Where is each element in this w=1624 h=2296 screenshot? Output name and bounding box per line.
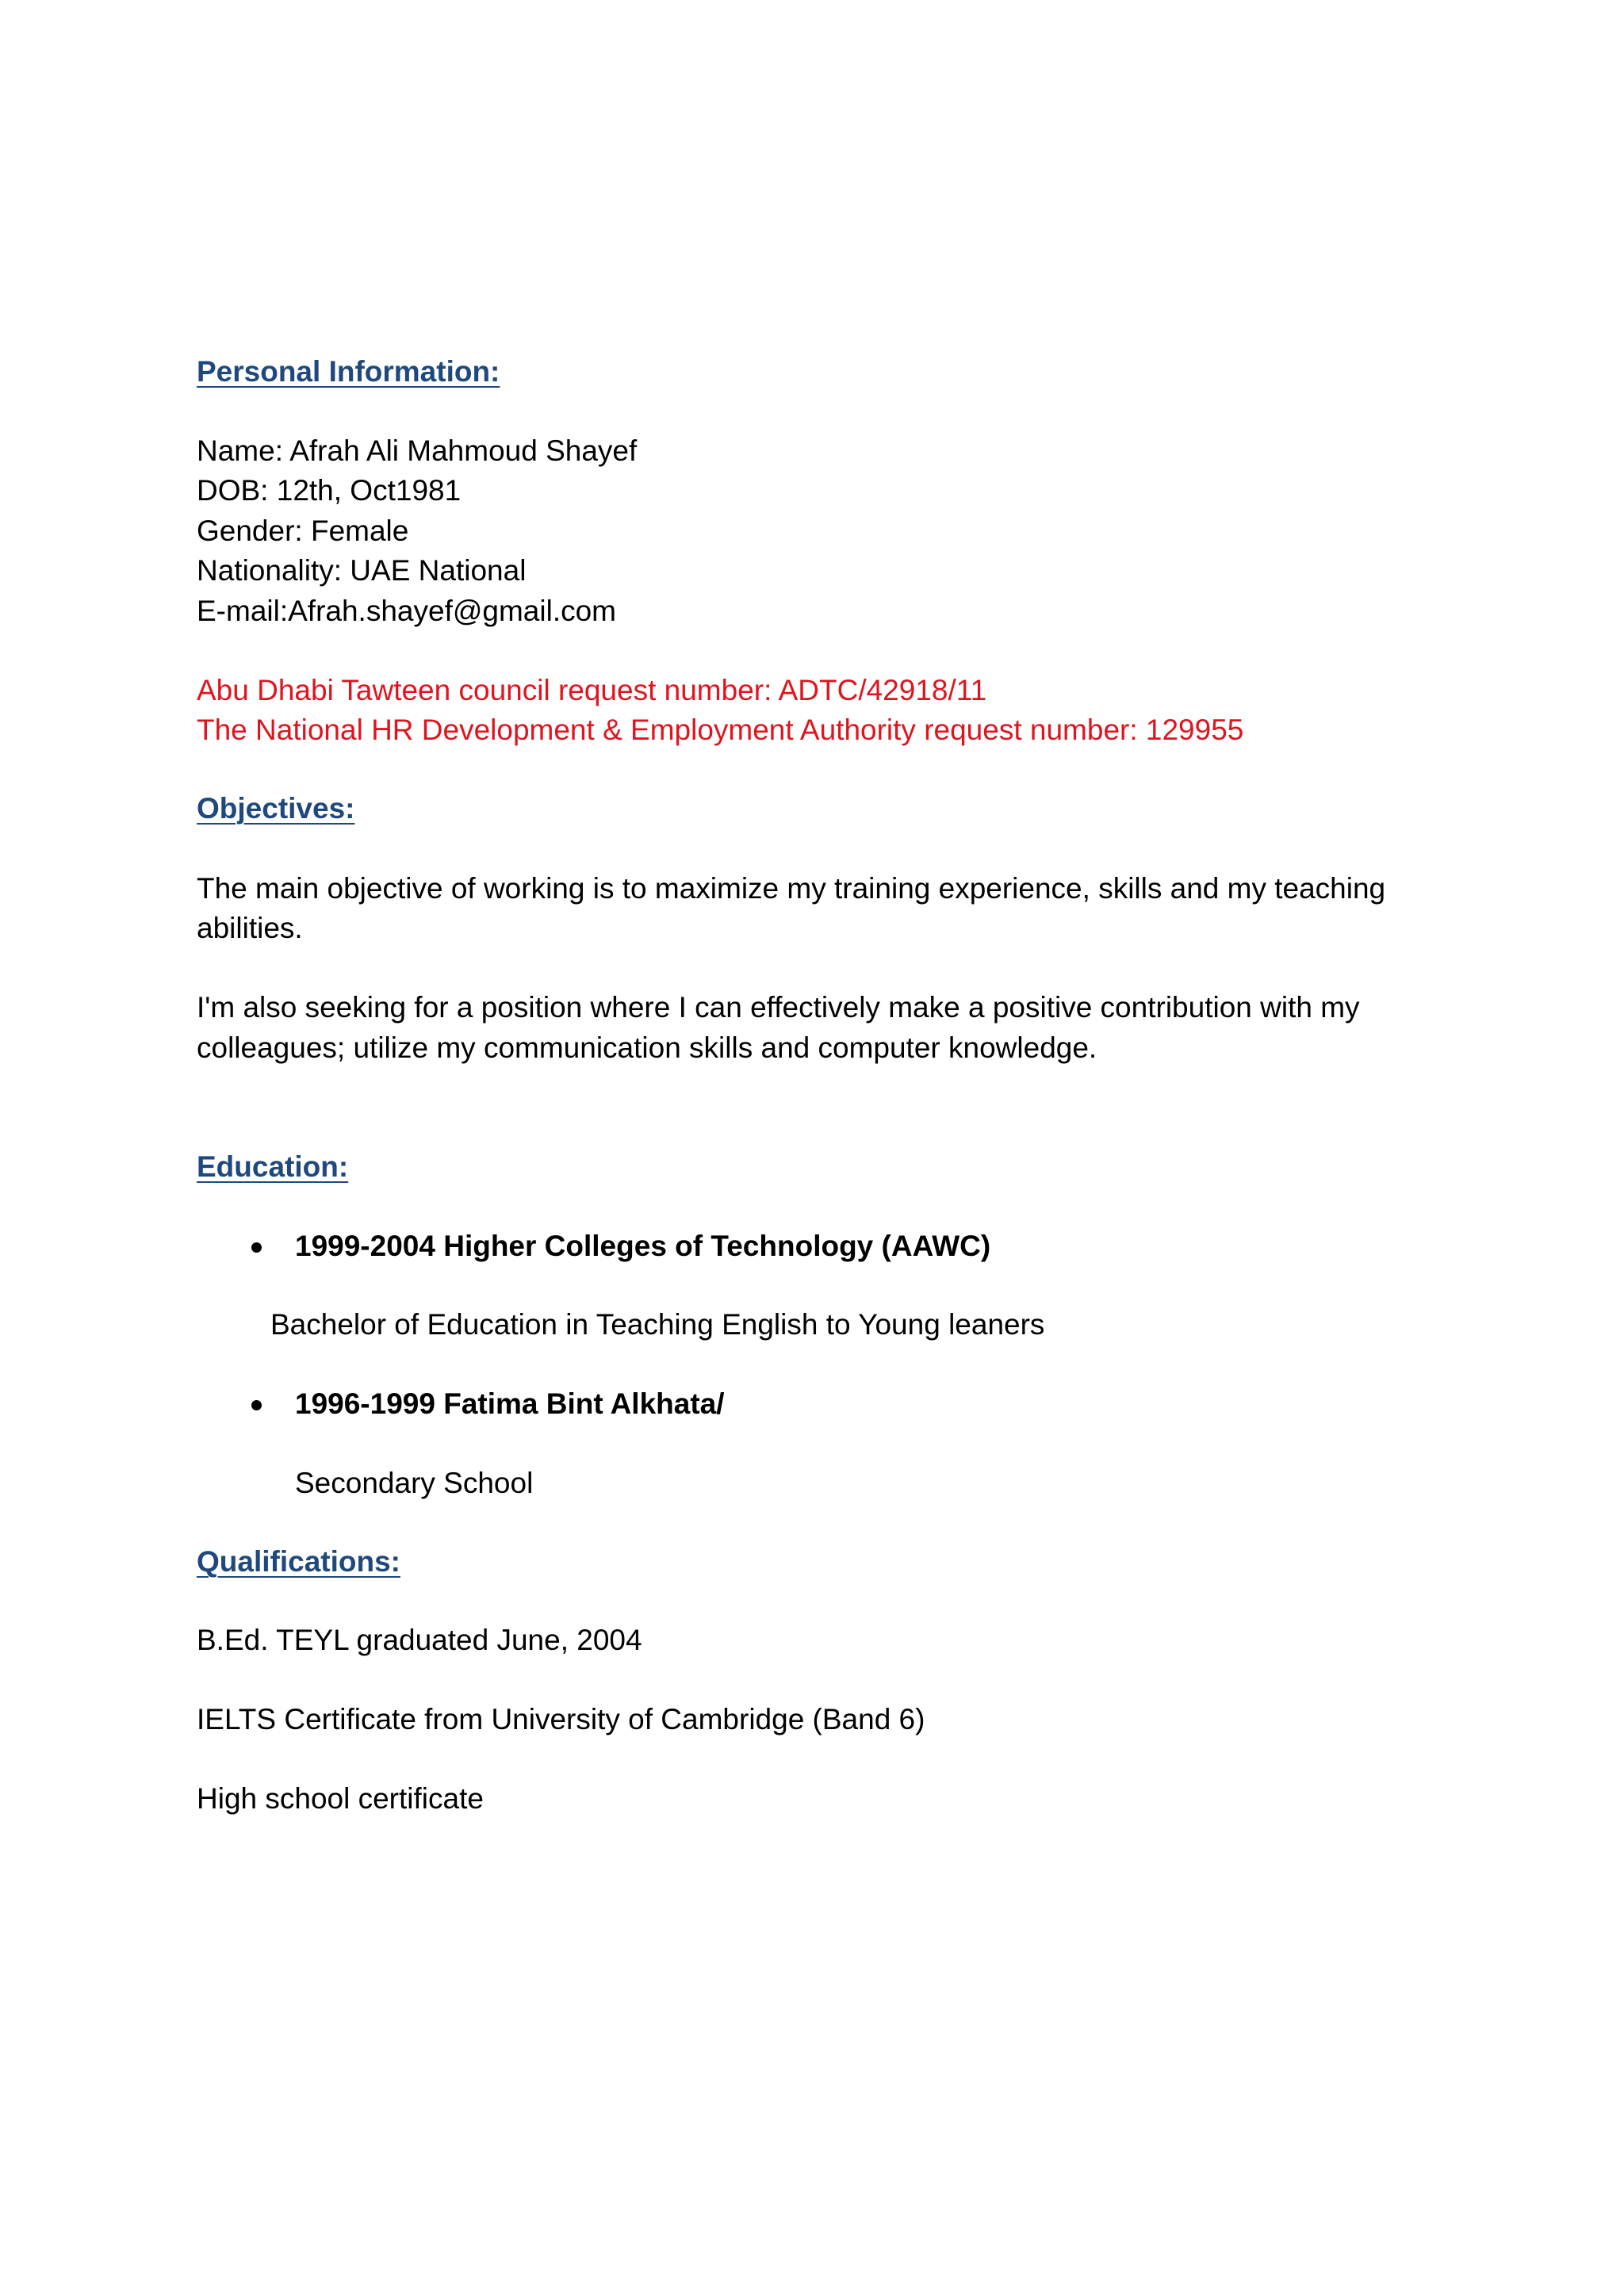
education-item-title: 1996-1999 Fatima Bint Alkhata/ bbox=[295, 1387, 725, 1420]
gender-line: Gender: Female bbox=[197, 515, 409, 547]
education-heading: Education: bbox=[197, 1150, 349, 1183]
objective-paragraph-1-line-1: The main objective of working is to maximize my training experience, skills and my teaching bbox=[197, 872, 1386, 905]
email-line: E-mail:Afrah.shayef@gmail.com bbox=[197, 595, 617, 627]
name-line: Name: Afrah Ali Mahmoud Shayef bbox=[197, 434, 638, 467]
education-item-detail: Secondary School bbox=[295, 1467, 534, 1499]
objective-paragraph-2-line-1: I'm also seeking for a position where I can effectively make a positive contribution with my bbox=[197, 991, 1360, 1024]
bullet-icon bbox=[251, 1242, 262, 1253]
qualification-item: B.Ed. TEYL graduated June, 2004 bbox=[197, 1624, 642, 1656]
bullet-icon bbox=[251, 1400, 262, 1410]
personal-information-heading: Personal Information: bbox=[197, 355, 500, 388]
dob-line: DOB: 12th, Oct1981 bbox=[197, 474, 462, 507]
nationality-line: Nationality: UAE National bbox=[197, 554, 527, 587]
hr-authority-request-line: The National HR Development & Employment Authority request number: 129955 bbox=[197, 714, 1244, 746]
education-item-detail: Bachelor of Education in Teaching English to Young leaners bbox=[270, 1308, 1045, 1341]
qualifications-heading: Qualifications: bbox=[197, 1545, 400, 1578]
qualification-item: High school certificate bbox=[197, 1782, 484, 1815]
objective-paragraph-1-line-2: abilities. bbox=[197, 912, 303, 944]
qualification-item: IELTS Certificate from University of Cambridge (Band 6) bbox=[197, 1703, 925, 1735]
objectives-heading: Objectives: bbox=[197, 792, 355, 825]
education-item-title: 1999-2004 Higher Colleges of Technology (AAWC) bbox=[295, 1230, 991, 1262]
objective-paragraph-2-line-2: colleagues; utilize my communication skills and computer knowledge. bbox=[197, 1031, 1097, 1064]
tawteen-request-line: Abu Dhabi Tawteen council request number: ADTC/42918/11 bbox=[197, 674, 987, 706]
